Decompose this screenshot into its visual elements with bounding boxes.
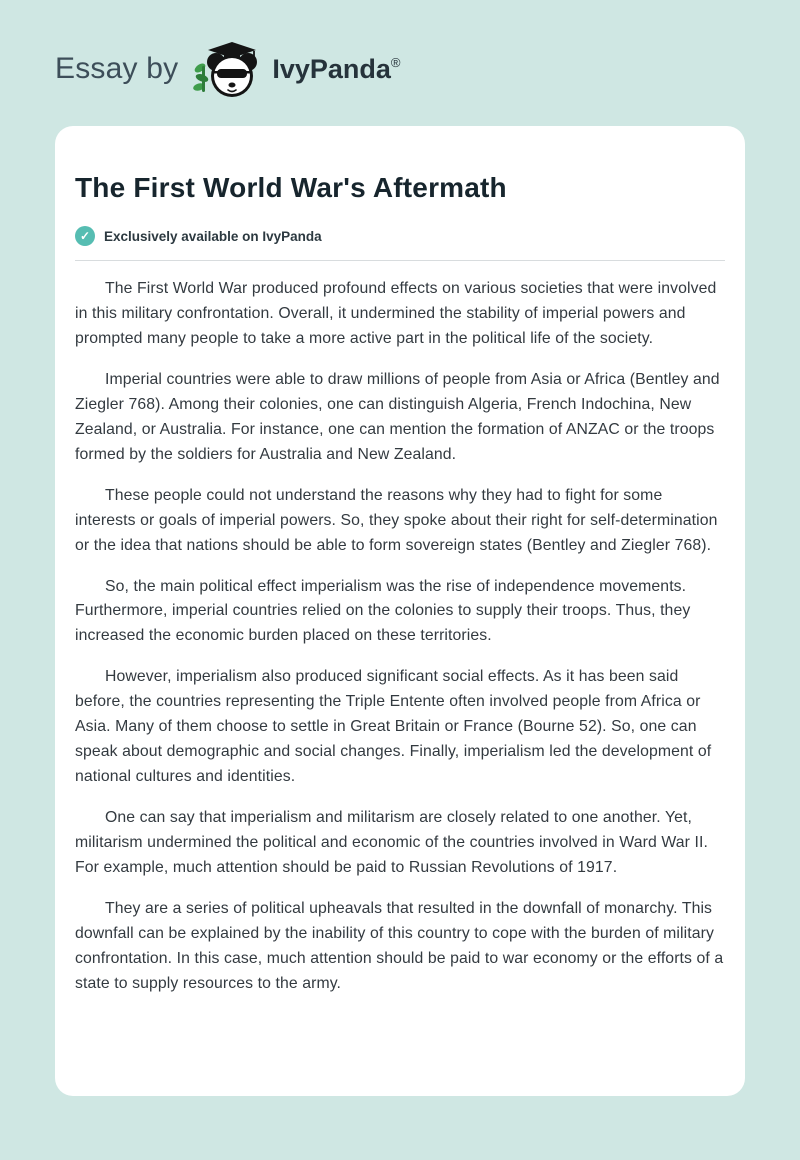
essay-paragraph: So, the main political effect imperialism was the rise of independence movements. Furthermore, imperial countries relied on the colonies to supply their troops. Thus, they increased the economic burden placed on these territories. (75, 577, 691, 645)
registered-mark: ® (390, 54, 401, 70)
availability-label: Exclusively available on IvyPanda (104, 228, 322, 244)
page-title: The First World War's Aftermath (75, 172, 507, 203)
essay-by-label: Essay by (55, 52, 179, 85)
essay-paragraph: These people could not understand the reasons why they had to fight for some interests or goals of imperial powers. So, they spoke about their right for self-determination or the idea that nations should be able to form sovereign states (Bentley and Ziegler 768). (75, 486, 718, 554)
check-icon: ✓ (75, 226, 95, 246)
brand-name (272, 54, 400, 85)
essay-paragraph: The First World War produced profound effects on various societies that were involved in this military confrontation. Overall, it undermined the stability of imperial powers and prompted many people to take a more active part in the political life of the society. (75, 280, 717, 347)
ivypanda-logo-icon (192, 38, 258, 100)
page-header (0, 0, 800, 126)
essay-card (55, 126, 745, 1096)
essay-body (75, 277, 725, 997)
essay-paragraph: One can say that imperialism and militarism are closely related to one another. Yet, militarism undermined the political and economic of the countries involved in Ward War II. For example, much attention should be paid to Russian Revolutions of 1917. (75, 809, 708, 877)
essay-paragraph: However, imperialism also produced significant social effects. As it has been said before, the countries representing the Triple Entente often involved people from Africa or Asia. Many of them choose to settle in Great Britain or France (Bourne 52). So, one can speak about demographic and social changes. Finally, imperialism led the development of national cultures and identities. (75, 668, 712, 786)
essay-paragraph: Imperial countries were able to draw millions of people from Asia or Africa (Bentley and Ziegler 768). Among their colonies, one can distinguish Algeria, French Indochina, New Zealand, or Australia. For instance, one can mention the formation of ANZAC or the troops formed by the soldiers for Australia and New Zealand. (75, 370, 720, 463)
essay-paragraph: They are a series of political upheavals that resulted in the downfall of monarchy. This downfall can be explained by the inability of this country to cope with the burden of military confrontation. In this case, much attention should be paid to war economy or the efforts of a state to supply resources to the army. (75, 900, 724, 992)
availability-row (75, 226, 725, 261)
brand-text: IvyPanda (272, 53, 391, 84)
